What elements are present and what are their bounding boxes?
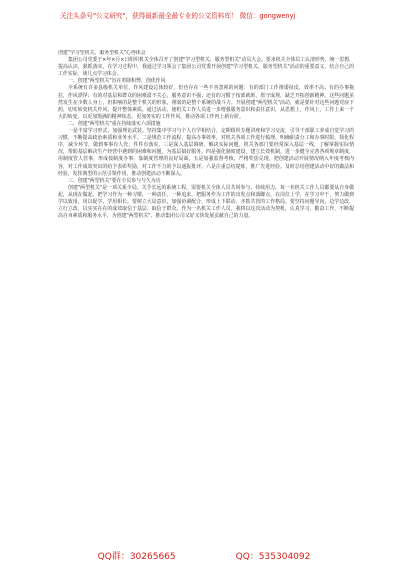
paragraph: 创建"两型机关"是一项关系全局、关乎长远的系统工程，需要机关全体人员共同参与、持续用力。每一名机关工作人员都要从自身做起，从现在做起，把学习作为一种习惯、一种责任、一种追求，把服务作为工作的出发点和落脚点，在岗位上学，在学习中干，努力做到学以致用、用以促学、学用相长。要树立大局意识，加强协调配合，形成上下联动、齐抓共管的工作格局。要坚持问题导向，边学边改、立行立改，以实实在在的成效取信于基层、取信于群众。作为一名机关工作人员，我将以这次活动为契机，认真学习，勤奋工作，不断提高自身素质和服务水平，为创建"两型机关"、推动集团公司又好又快发展贡献自己的力量。 [58, 184, 354, 220]
paragraph: 全系统有许多县级机关单位，作风建设总体较好，但也存在一些不容忽视的问题：有的部门工作推诿扯皮，效率不高；有的办事拖拉，作风漂浮；有的对基层和群众的困难漠不关心，服务意识不强；还有的习惯于按部就班、墨守成规，缺乏开拓创新精神。这些问题虽然发生在少数人身上，但影响的是整个机关的形象，削弱的是整个系统的战斗力。开展创建"两型机关"活动，就是要针对这些问题对症下药，切实转变机关作风，提升整体素质。通过活动，使机关工作人员进一步增强服务意识和责任意识，从思想上、作风上、工作上来一个大的转变，以更加饱满的精神状态、更加务实的工作作风，推动各项工作再上新台阶。 [58, 85, 354, 120]
qq-label: QQ：535304092 [235, 551, 311, 562]
header-banner: 关注头条号"公文研究"，获得最新最全最专业的公文资料库！ 微信：gongwenyj [60, 12, 296, 20]
section-heading: 二、创建"两型机关"重在持续落实六项措施 [68, 120, 161, 127]
document-body [58, 50, 354, 542]
section-heading: 一、创建"两型机关"旨在革除积弊，创优作风 [68, 78, 166, 85]
document-title: 创建"学习型机关、服务型机关"心得体会 [58, 50, 146, 56]
footer-contact [0, 544, 408, 566]
section-heading: 三、创建"两型机关"要在全员参与与久为功 [68, 177, 161, 184]
paragraph: 集团公司党委于×年×月×日组织机关全体召开了创建"学习型机关、服务型机关"动员大会。要求机关全体员工认清形势，统一思想，提高认识，狠抓落实。在学习过程中，我通过学习领会了集团公司党委开展创建"学习型机关、服务型机关"活动的重要意义，结合自己的工作实际，谈几点学习体会。 [58, 57, 354, 78]
paragraph: 一是丰富学习形式，加强理论武装。坚持集中学习与个人自学相结合，定期组织专题讲座和学习交流，引导干部职工养成自觉学习的习惯，不断提高政治素质和业务水平。二是规范工作流程，提高办事效率。对机关各项工作进行梳理，明确职责分工和办事时限，简化程序，减少环节，做到事事有人管、件件有落实。三是深入基层调研，解决实际问题。机关各部门要经常深入基层一线，了解掌握实际情况，帮助基层解决生产经营中遇到的困难和问题，为基层搞好服务。四是强化制度建设，建立长效机制。进一步健全完善各项规章制度，用制度管人管事，形成按制度办事、靠制度管理的良好局面。五是加强监督考核，严格奖惩兑现。把创建活动开展情况纳入年度考核内容，对工作成效突出的给予表彰奖励，对工作不力的予以通报批评。六是注重总结提炼，推广先进经验。及时总结创建活动中好的做法和经验，发挥典型的示范引领作用，推动创建活动不断深入。 [58, 128, 354, 177]
qq-group-label: QQ群：30265665 [97, 551, 176, 562]
